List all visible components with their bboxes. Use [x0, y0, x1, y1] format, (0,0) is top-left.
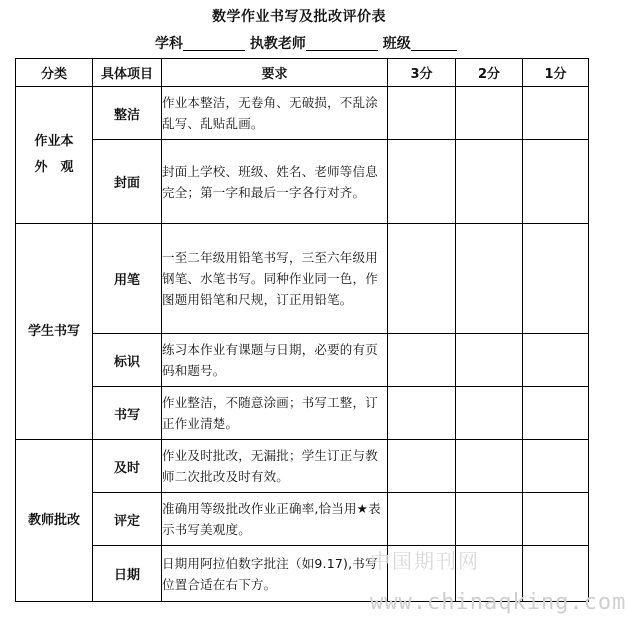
score-1-cell[interactable]	[523, 440, 589, 493]
requirement-cell: 作业本整洁，无卷角、无破损，不乱涂乱写、乱贴乱画。	[162, 87, 388, 140]
teacher-blank	[306, 36, 378, 51]
watermark-url: www.chinaqking.com	[370, 590, 626, 615]
table-row	[16, 87, 589, 140]
requirement-cell: 准确用等级批改作业正确率,恰当用★表示书写美观度。	[162, 493, 388, 546]
requirement-cell: 一至二年级用铅笔书写，三至六年级用钢笔、水笔书写。同种作业同一色，作图题用铅笔和尺规，订正用铅笔。	[162, 224, 388, 334]
score-1-cell[interactable]	[523, 87, 589, 140]
score-3-cell[interactable]	[388, 224, 456, 334]
item-cell: 评定	[93, 493, 162, 546]
score-3-cell[interactable]	[388, 493, 456, 546]
score-2-cell[interactable]	[456, 140, 523, 224]
item-cell: 书写	[93, 387, 162, 440]
evaluation-table	[15, 58, 589, 602]
header-row	[16, 59, 589, 87]
requirement-cell: 练习本作业有课题与日期，必要的有页码和题号。	[162, 334, 388, 387]
score-3-cell[interactable]	[388, 87, 456, 140]
item-cell: 封面	[93, 140, 162, 224]
header-category: 分类	[16, 59, 93, 87]
score-3-cell[interactable]	[388, 387, 456, 440]
score-2-cell[interactable]	[456, 334, 523, 387]
table-row	[16, 334, 589, 387]
item-cell: 及时	[93, 440, 162, 493]
table-row	[16, 140, 589, 224]
requirement-cell: 作业整洁，不随意涂画；书写工整，订正作业清楚。	[162, 387, 388, 440]
header-score-2: 2分	[456, 59, 523, 87]
score-2-cell[interactable]	[456, 87, 523, 140]
item-cell: 整洁	[93, 87, 162, 140]
category-cell: 教师批改	[16, 440, 93, 602]
score-2-cell[interactable]	[456, 387, 523, 440]
table-row	[16, 387, 589, 440]
watermark-site-name: 中国期刊网	[370, 549, 480, 573]
item-cell: 用笔	[93, 224, 162, 334]
category-cell	[16, 87, 93, 224]
category-label: 作业本外 观	[34, 134, 74, 175]
class-blank	[411, 36, 457, 51]
requirement-cell: 封面上学校、班级、姓名、老师等信息完全；第一字和最后一字各行对齐。	[162, 140, 388, 224]
table-row	[16, 440, 589, 493]
score-3-cell[interactable]	[388, 440, 456, 493]
class-label: 班级	[382, 36, 411, 52]
score-1-cell[interactable]	[523, 140, 589, 224]
table-row	[16, 224, 589, 334]
header-score-3: 3分	[388, 59, 456, 87]
page-title: 数学作业书写及批改评价表	[212, 9, 386, 25]
requirement-cell: 日期用阿拉伯数字批注（如9.17),书写位置合适在右下方。	[162, 546, 388, 602]
score-1-cell[interactable]	[523, 224, 589, 334]
score-2-cell[interactable]	[456, 440, 523, 493]
score-2-cell[interactable]	[456, 224, 523, 334]
subject-label: 学科	[155, 36, 183, 52]
subject-blank	[183, 36, 245, 51]
score-3-cell[interactable]	[388, 334, 456, 387]
score-3-cell[interactable]	[388, 140, 456, 224]
header-score-1: 1分	[523, 59, 589, 87]
requirement-cell: 作业及时批改，无漏批；学生订正与教师二次批改及时有效。	[162, 440, 388, 493]
item-cell: 日期	[93, 546, 162, 602]
score-1-cell[interactable]	[523, 493, 589, 546]
category-cell: 学生书写	[16, 224, 93, 440]
item-cell: 标识	[93, 334, 162, 387]
teacher-label: 执教老师	[249, 36, 306, 52]
score-1-cell[interactable]	[523, 334, 589, 387]
score-2-cell[interactable]	[456, 493, 523, 546]
header-item: 具体项目	[93, 59, 162, 87]
score-1-cell[interactable]	[523, 387, 589, 440]
info-line	[155, 33, 457, 53]
table-row	[16, 493, 589, 546]
header-requirement: 要求	[162, 59, 388, 87]
